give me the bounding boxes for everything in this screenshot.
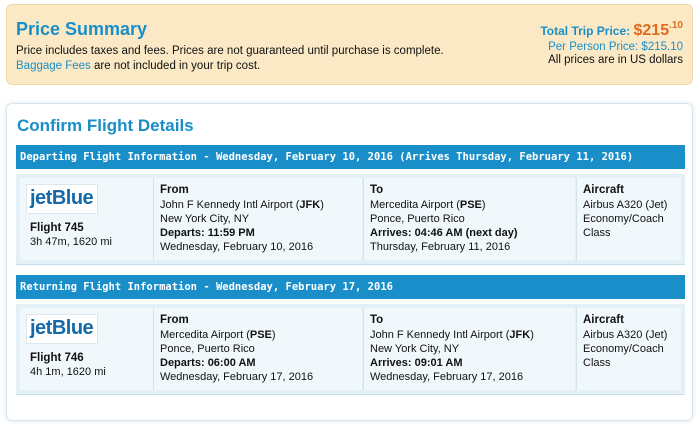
baggage-fees-link[interactable]: Baggage Fees	[16, 60, 91, 72]
currency-note: All prices are in US dollars	[548, 54, 683, 66]
to-label: To	[370, 314, 384, 326]
baggage-note	[16, 60, 260, 72]
returning-departs-date: Wednesday, February 17, 2016	[160, 371, 314, 383]
price-disclaimer: Price includes taxes and fees. Prices are not guaranteed until purchase is complete.	[16, 45, 444, 57]
departing-aircraft-type: Airbus A320 (Jet)	[583, 199, 668, 211]
departs-label: Departs:	[160, 227, 208, 239]
airport-name: John F Kennedy Intl Airport (	[160, 199, 300, 211]
returning-aircraft-column	[576, 308, 681, 390]
returning-from-column	[153, 308, 362, 390]
airport-name: Mercedita Airport (	[160, 329, 250, 341]
departing-departs-date: Wednesday, February 10, 2016	[160, 241, 314, 253]
price-totals	[540, 22, 683, 66]
from-label: From	[160, 314, 189, 326]
arrives-time: 04:46 AM (next day)	[414, 227, 518, 239]
confirm-flight-details-title: Confirm Flight Details	[17, 116, 194, 135]
aircraft-label: Aircraft	[583, 184, 624, 196]
airport-code: PSE	[249, 329, 272, 341]
from-label: From	[160, 184, 189, 196]
departing-flight-header: Departing Flight Information - Wednesday, February 10, 2016 (Arrives Thursday, February 11, 2016)	[16, 145, 685, 169]
departing-from-city: New York City, NY	[160, 213, 250, 225]
arrives-label: Arrives:	[370, 227, 415, 239]
departs-label: Departs:	[160, 357, 208, 369]
airport-paren: )	[481, 199, 486, 211]
total-trip-price	[540, 22, 683, 40]
jetblue-logo	[26, 184, 98, 214]
total-trip-price-amount	[634, 22, 684, 39]
returning-cabin: Economy/Coach	[583, 343, 664, 355]
arrives-time: 09:01 AM	[414, 357, 463, 369]
departing-cabin-class: Class	[583, 227, 611, 239]
airport-paren: )	[320, 199, 324, 211]
returning-to-airport	[370, 329, 534, 341]
per-person-price: Per Person Price: $215.10	[548, 41, 683, 53]
departs-time: 11:59 PM	[207, 227, 255, 239]
jetblue-logo	[26, 314, 98, 344]
returning-flight-header: Returning Flight Information - Wednesday, February 17, 2016	[16, 275, 685, 299]
total-trip-price-label: Total Trip Price:	[540, 24, 634, 38]
returning-arrives-time	[370, 357, 463, 369]
returning-aircraft-type: Airbus A320 (Jet)	[583, 329, 668, 341]
airport-paren: )	[271, 329, 276, 341]
returning-flight-duration: 4h 1m, 1620 mi	[30, 366, 106, 378]
departing-airline-column	[20, 178, 153, 260]
jetblue-logo-text: jetBlue	[30, 317, 94, 339]
returning-to-city: New York City, NY	[370, 343, 460, 355]
airport-code: JFK	[299, 199, 321, 211]
departing-from-airport	[160, 199, 324, 211]
baggage-note-text: are not included in your trip cost.	[90, 60, 261, 72]
departing-cabin: Economy/Coach	[583, 213, 664, 225]
confirm-flight-details-card	[6, 103, 693, 421]
returning-airline-column	[20, 308, 153, 390]
returning-departs-time	[160, 357, 256, 369]
departing-to-airport	[370, 199, 486, 211]
returning-from-city: Ponce, Puerto Rico	[160, 343, 255, 355]
departing-departs-time	[160, 227, 255, 239]
airport-name: Mercedita Airport (	[370, 199, 460, 211]
airport-name: John F Kennedy Intl Airport (	[370, 329, 510, 341]
departing-to-city: Ponce, Puerto Rico	[370, 213, 465, 225]
total-dollars: $215	[633, 22, 670, 39]
departing-flight-segment	[16, 174, 685, 265]
airport-code: PSE	[459, 199, 482, 211]
airport-paren: )	[530, 329, 534, 341]
price-summary-panel	[6, 4, 693, 85]
returning-to-column	[363, 308, 575, 390]
departing-to-column	[363, 178, 575, 260]
returning-flight-number: Flight 746	[30, 352, 84, 364]
departing-flight-number: Flight 745	[30, 222, 84, 234]
price-summary-title: Price Summary	[16, 19, 148, 39]
arrives-label: Arrives:	[370, 357, 415, 369]
departing-flight-duration: 3h 47m, 1620 mi	[30, 236, 112, 248]
jetblue-logo-text: jetBlue	[30, 187, 94, 209]
to-label: To	[370, 184, 384, 196]
departing-aircraft-column	[576, 178, 681, 260]
departing-from-column	[153, 178, 362, 260]
airport-code: JFK	[509, 329, 531, 341]
returning-flight-segment	[16, 304, 685, 395]
returning-cabin-class: Class	[583, 357, 611, 369]
returning-arrives-date: Wednesday, February 17, 2016	[370, 371, 524, 383]
total-cents: .10	[669, 20, 683, 31]
departing-arrives-date: Thursday, February 11, 2016	[370, 241, 511, 253]
aircraft-label: Aircraft	[583, 314, 624, 326]
departs-time: 06:00 AM	[207, 357, 256, 369]
returning-from-airport	[160, 329, 276, 341]
departing-arrives-time	[370, 227, 518, 239]
